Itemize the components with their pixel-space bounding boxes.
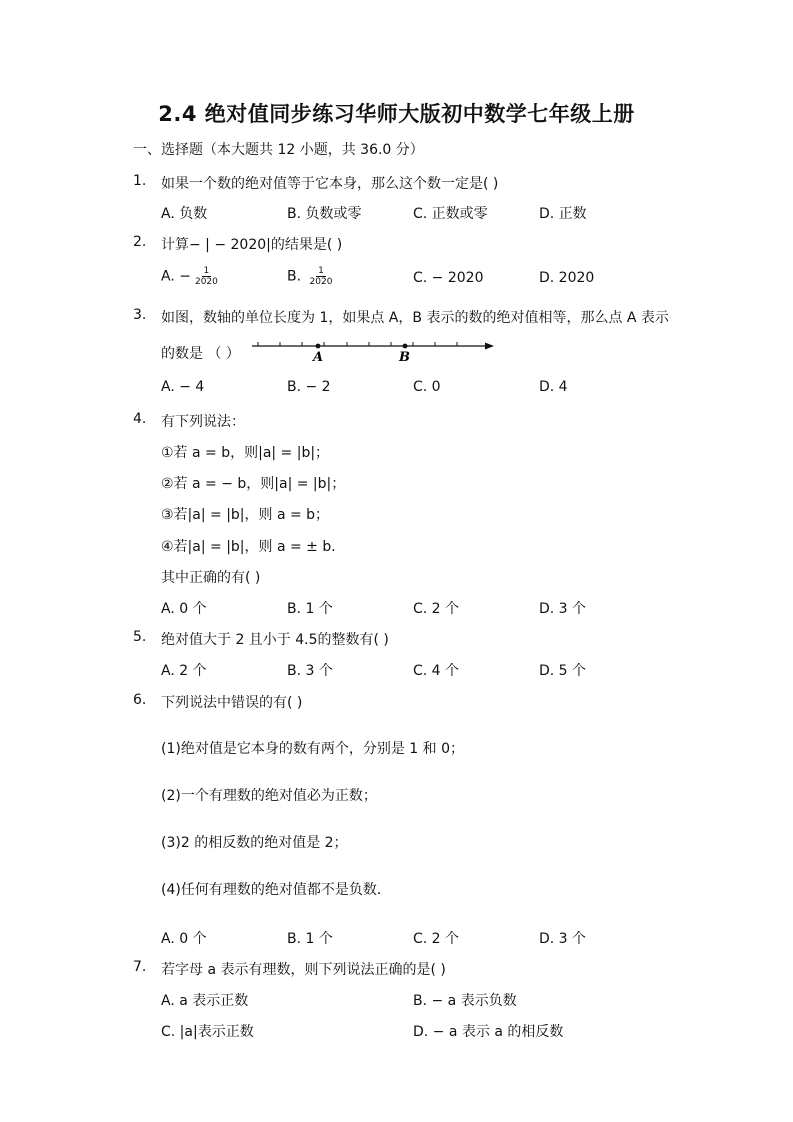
option-b[interactable]: B. 1 个 <box>287 931 333 947</box>
option-b[interactable]: B. 1 个 <box>287 601 333 617</box>
option-b[interactable]: B. − 2 <box>287 379 331 395</box>
option-c[interactable]: C. 2 个 <box>413 601 460 617</box>
point-b-label: B <box>399 350 410 364</box>
option-b[interactable] <box>287 266 334 287</box>
option-a[interactable]: A. 0 个 <box>161 931 207 947</box>
option-c[interactable]: C. 4 个 <box>413 663 460 679</box>
statement-item: ③若|a| = |b|，则 a = b； <box>161 507 330 523</box>
option-d[interactable]: D. 4 <box>539 379 568 395</box>
question-number: 4. <box>133 411 147 427</box>
option-a[interactable] <box>161 266 220 287</box>
question-number: 1. <box>133 173 147 189</box>
statement-item: ②若 a = − b，则|a| = |b|； <box>161 476 346 492</box>
question-number: 7. <box>133 959 147 975</box>
option-b[interactable]: B. 3 个 <box>287 663 333 679</box>
section-heading: 一、选择题（本大题共 12 小题，共 36.0 分） <box>133 142 424 158</box>
number-line-ticks <box>258 342 457 346</box>
fraction <box>308 266 335 287</box>
option-c[interactable]: C. |a|表示正数 <box>161 1024 254 1040</box>
statement-item: (4)任何有理数的绝对值都不是负数． <box>161 882 391 898</box>
statement-item: ①若 a = b，则|a| = |b|； <box>161 445 330 461</box>
question-text: 如图，数轴的单位长度为 1，如果点 A，B 表示的数的绝对值相等，那么点 A 表示 <box>161 310 669 326</box>
question-text: 若字母 a 表示有理数，则下列说法正确的是( ) <box>161 962 446 978</box>
option-a[interactable]: A. − 4 <box>161 379 205 395</box>
option-d[interactable]: D. − a 表示 a 的相反数 <box>413 1024 564 1040</box>
fraction <box>193 266 220 287</box>
option-d[interactable]: D. 2020 <box>539 270 595 286</box>
fraction-denominator: 2020 <box>309 277 333 287</box>
number-line-arrow-icon <box>485 343 494 350</box>
question-number: 6. <box>133 692 147 708</box>
question-number: 2. <box>133 234 147 250</box>
question-prompt: 其中正确的有( ) <box>161 570 261 586</box>
option-c[interactable]: C. 0 <box>413 379 441 395</box>
point-a-label: A <box>313 350 324 364</box>
fraction-numerator: 1 <box>318 266 324 276</box>
option-label: B. <box>287 268 306 285</box>
number-line-figure <box>252 338 494 364</box>
option-a[interactable]: A. a 表示正数 <box>161 993 249 1009</box>
option-c[interactable]: C. − 2020 <box>413 270 484 286</box>
option-a[interactable]: A. 负数 <box>161 206 208 222</box>
statement-item: (2)一个有理数的绝对值必为正数； <box>161 788 377 804</box>
option-c[interactable]: C. 正数或零 <box>413 206 488 222</box>
option-d[interactable]: D. 3 个 <box>539 601 587 617</box>
question-text: 有下列说法： <box>161 414 245 430</box>
question-text: 绝对值大于 2 且小于 4.5的整数有( ) <box>161 632 389 648</box>
option-label: A. − <box>161 268 191 285</box>
page-title: 2.4 绝对值同步练习华师大版初中数学七年级上册 <box>158 102 635 126</box>
statement-item: (1)绝对值是它本身的数有两个，分别是 1 和 0； <box>161 741 464 757</box>
option-b[interactable]: B. 负数或零 <box>287 206 362 222</box>
option-a[interactable]: A. 0 个 <box>161 601 207 617</box>
fraction-numerator: 1 <box>203 266 210 276</box>
question-text-continued: 的数是 （ ） <box>161 346 240 362</box>
statement-item: (3)2 的相反数的绝对值是 2； <box>161 835 348 851</box>
question-text: 下列说法中错误的有( ) <box>161 695 303 711</box>
option-d[interactable]: D. 3 个 <box>539 931 587 947</box>
question-text: 如果一个数的绝对值等于它本身，那么这个数一定是( ) <box>161 176 499 192</box>
option-d[interactable]: D. 5 个 <box>539 663 587 679</box>
point-a-marker <box>316 344 321 349</box>
point-b-marker <box>403 344 408 349</box>
option-c[interactable]: C. 2 个 <box>413 931 460 947</box>
question-number: 3. <box>133 307 147 323</box>
fraction-denominator: 2020 <box>194 277 218 287</box>
statement-item: ④若|a| = |b|，则 a = ± b． <box>161 539 346 555</box>
option-b[interactable]: B. − a 表示负数 <box>413 993 517 1009</box>
option-d[interactable]: D. 正数 <box>539 206 587 222</box>
question-number: 5. <box>133 629 147 645</box>
option-a[interactable]: A. 2 个 <box>161 663 207 679</box>
question-text: 计算− | − 2020|的结果是( ) <box>161 237 343 253</box>
